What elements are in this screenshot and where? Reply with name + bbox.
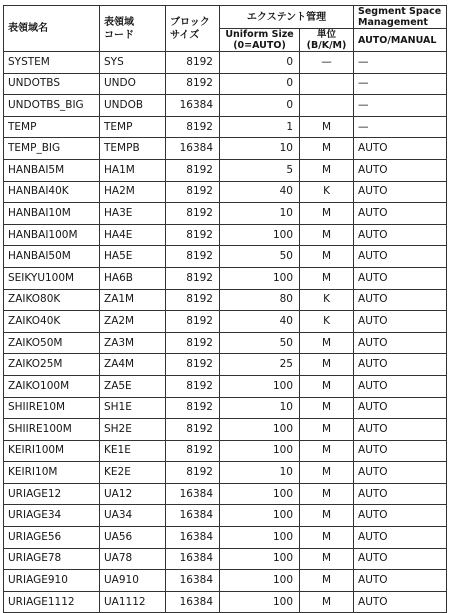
- cell-uniform-size: 10: [220, 138, 300, 160]
- cell-unit: M: [300, 267, 354, 289]
- cell-segment-space-management: AUTO: [354, 289, 447, 311]
- cell-unit: M: [300, 138, 354, 160]
- cell-unit: M: [300, 591, 354, 613]
- header-extent-management: エクステント管理: [220, 6, 354, 29]
- cell-unit: M: [300, 397, 354, 419]
- cell-tablespace-name: TEMP: [4, 116, 100, 138]
- cell-segment-space-management: AUTO: [354, 332, 447, 354]
- cell-tablespace-name: URIAGE78: [4, 548, 100, 570]
- cell-tablespace-code: HA5E: [100, 246, 166, 268]
- cell-uniform-size: 100: [220, 419, 300, 441]
- cell-segment-space-management: AUTO: [354, 354, 447, 376]
- table-row: [4, 116, 447, 138]
- table-row: [4, 354, 447, 376]
- cell-tablespace-code: UA34: [100, 505, 166, 527]
- cell-segment-space-management: AUTO: [354, 570, 447, 592]
- cell-tablespace-code: UNDOB: [100, 95, 166, 117]
- cell-block-size: 8192: [166, 311, 220, 333]
- cell-segment-space-management: AUTO: [354, 397, 447, 419]
- cell-tablespace-name: ZAIKO80K: [4, 289, 100, 311]
- table-row: [4, 527, 447, 549]
- cell-uniform-size: 10: [220, 462, 300, 484]
- cell-unit: M: [300, 332, 354, 354]
- header-tablespace-name: 表領域名: [4, 6, 100, 52]
- cell-uniform-size: 100: [220, 375, 300, 397]
- table-row: [4, 332, 447, 354]
- header-tablespace-code: 表領域 コード: [100, 6, 166, 52]
- cell-unit: M: [300, 548, 354, 570]
- cell-tablespace-name: URIAGE1112: [4, 591, 100, 613]
- cell-block-size: 8192: [166, 224, 220, 246]
- cell-segment-space-management: AUTO: [354, 419, 447, 441]
- cell-uniform-size: 5: [220, 159, 300, 181]
- table-row: [4, 440, 447, 462]
- cell-unit: M: [300, 375, 354, 397]
- cell-uniform-size: 80: [220, 289, 300, 311]
- cell-block-size: 8192: [166, 375, 220, 397]
- cell-segment-space-management: —: [354, 52, 447, 74]
- cell-tablespace-name: SHIIRE10M: [4, 397, 100, 419]
- cell-uniform-size: 1: [220, 116, 300, 138]
- cell-unit: M: [300, 527, 354, 549]
- table-row: [4, 462, 447, 484]
- table-row: [4, 570, 447, 592]
- table-row: [4, 505, 447, 527]
- cell-block-size: 16384: [166, 570, 220, 592]
- cell-tablespace-name: HANBAI40K: [4, 181, 100, 203]
- cell-unit: M: [300, 440, 354, 462]
- cell-uniform-size: 50: [220, 332, 300, 354]
- table-row: [4, 95, 447, 117]
- cell-block-size: 16384: [166, 138, 220, 160]
- table-header: [4, 6, 447, 52]
- cell-tablespace-name: HANBAI50M: [4, 246, 100, 268]
- cell-block-size: 8192: [166, 462, 220, 484]
- table-row: [4, 159, 447, 181]
- cell-tablespace-code: UA1112: [100, 591, 166, 613]
- cell-segment-space-management: AUTO: [354, 181, 447, 203]
- cell-tablespace-code: UA910: [100, 570, 166, 592]
- cell-block-size: 8192: [166, 116, 220, 138]
- cell-uniform-size: 40: [220, 181, 300, 203]
- cell-segment-space-management: —: [354, 73, 447, 95]
- cell-uniform-size: 40: [220, 311, 300, 333]
- cell-tablespace-code: UA12: [100, 483, 166, 505]
- cell-block-size: 8192: [166, 419, 220, 441]
- cell-tablespace-code: ZA3M: [100, 332, 166, 354]
- cell-unit: M: [300, 570, 354, 592]
- cell-segment-space-management: AUTO: [354, 138, 447, 160]
- cell-block-size: 8192: [166, 397, 220, 419]
- cell-uniform-size: 50: [220, 246, 300, 268]
- cell-uniform-size: 0: [220, 73, 300, 95]
- tablespace-table-sheet: [3, 5, 446, 613]
- cell-uniform-size: 0: [220, 95, 300, 117]
- cell-tablespace-code: HA6B: [100, 267, 166, 289]
- cell-uniform-size: 100: [220, 591, 300, 613]
- cell-block-size: 8192: [166, 332, 220, 354]
- cell-tablespace-code: UA78: [100, 548, 166, 570]
- cell-tablespace-name: SYSTEM: [4, 52, 100, 74]
- cell-block-size: 8192: [166, 203, 220, 225]
- cell-tablespace-name: UNDOTBS_BIG: [4, 95, 100, 117]
- cell-unit: —: [300, 52, 354, 74]
- table-row: [4, 267, 447, 289]
- header-segment-space-management: Segment Space Management: [354, 6, 447, 29]
- cell-tablespace-name: HANBAI10M: [4, 203, 100, 225]
- cell-unit: K: [300, 311, 354, 333]
- cell-unit: M: [300, 203, 354, 225]
- cell-block-size: 16384: [166, 505, 220, 527]
- cell-block-size: 8192: [166, 289, 220, 311]
- cell-unit: M: [300, 505, 354, 527]
- cell-tablespace-code: TEMPB: [100, 138, 166, 160]
- cell-tablespace-code: KE1E: [100, 440, 166, 462]
- cell-tablespace-name: KEIRI10M: [4, 462, 100, 484]
- cell-uniform-size: 25: [220, 354, 300, 376]
- cell-tablespace-name: TEMP_BIG: [4, 138, 100, 160]
- table-row: [4, 375, 447, 397]
- cell-tablespace-name: HANBAI100M: [4, 224, 100, 246]
- cell-segment-space-management: —: [354, 95, 447, 117]
- header-unit: 単位 (B/K/M): [300, 29, 354, 52]
- cell-segment-space-management: AUTO: [354, 483, 447, 505]
- cell-unit: M: [300, 224, 354, 246]
- cell-block-size: 8192: [166, 73, 220, 95]
- cell-block-size: 8192: [166, 440, 220, 462]
- cell-uniform-size: 100: [220, 224, 300, 246]
- table-row: [4, 311, 447, 333]
- cell-segment-space-management: AUTO: [354, 527, 447, 549]
- cell-uniform-size: 100: [220, 267, 300, 289]
- cell-block-size: 8192: [166, 246, 220, 268]
- cell-tablespace-code: HA4E: [100, 224, 166, 246]
- cell-uniform-size: 10: [220, 203, 300, 225]
- table-row: [4, 52, 447, 74]
- cell-tablespace-code: UNDO: [100, 73, 166, 95]
- cell-segment-space-management: AUTO: [354, 224, 447, 246]
- cell-unit: M: [300, 354, 354, 376]
- cell-segment-space-management: AUTO: [354, 246, 447, 268]
- cell-tablespace-code: SH2E: [100, 419, 166, 441]
- table-row: [4, 419, 447, 441]
- cell-tablespace-code: ZA4M: [100, 354, 166, 376]
- cell-unit: M: [300, 246, 354, 268]
- cell-uniform-size: 100: [220, 527, 300, 549]
- cell-tablespace-code: ZA5E: [100, 375, 166, 397]
- cell-segment-space-management: AUTO: [354, 462, 447, 484]
- cell-tablespace-name: URIAGE56: [4, 527, 100, 549]
- header-block-size: ブロック サイズ: [166, 6, 220, 52]
- table-row: [4, 397, 447, 419]
- cell-segment-space-management: AUTO: [354, 267, 447, 289]
- cell-tablespace-name: URIAGE12: [4, 483, 100, 505]
- cell-block-size: 16384: [166, 591, 220, 613]
- cell-unit: [300, 73, 354, 95]
- cell-segment-space-management: AUTO: [354, 440, 447, 462]
- cell-uniform-size: 100: [220, 483, 300, 505]
- table-row: [4, 483, 447, 505]
- table-row: [4, 548, 447, 570]
- table-row: [4, 73, 447, 95]
- cell-unit: M: [300, 159, 354, 181]
- cell-segment-space-management: AUTO: [354, 591, 447, 613]
- cell-block-size: 16384: [166, 527, 220, 549]
- cell-tablespace-code: TEMP: [100, 116, 166, 138]
- cell-tablespace-code: HA2M: [100, 181, 166, 203]
- cell-uniform-size: 100: [220, 440, 300, 462]
- table-row: [4, 591, 447, 613]
- cell-tablespace-code: KE2E: [100, 462, 166, 484]
- table-body: [4, 52, 447, 613]
- cell-tablespace-name: UNDOTBS: [4, 73, 100, 95]
- cell-tablespace-code: SYS: [100, 52, 166, 74]
- cell-segment-space-management: AUTO: [354, 159, 447, 181]
- cell-tablespace-code: HA1M: [100, 159, 166, 181]
- table-row: [4, 289, 447, 311]
- cell-block-size: 8192: [166, 52, 220, 74]
- cell-tablespace-name: ZAIKO25M: [4, 354, 100, 376]
- cell-tablespace-code: SH1E: [100, 397, 166, 419]
- cell-segment-space-management: —: [354, 116, 447, 138]
- cell-uniform-size: 10: [220, 397, 300, 419]
- cell-uniform-size: 100: [220, 505, 300, 527]
- cell-segment-space-management: AUTO: [354, 311, 447, 333]
- cell-unit: M: [300, 462, 354, 484]
- cell-unit: M: [300, 116, 354, 138]
- cell-tablespace-name: KEIRI100M: [4, 440, 100, 462]
- cell-block-size: 8192: [166, 267, 220, 289]
- cell-segment-space-management: AUTO: [354, 375, 447, 397]
- cell-tablespace-code: ZA2M: [100, 311, 166, 333]
- cell-uniform-size: 0: [220, 52, 300, 74]
- table-row: [4, 181, 447, 203]
- cell-uniform-size: 100: [220, 570, 300, 592]
- cell-unit: [300, 95, 354, 117]
- cell-block-size: 16384: [166, 95, 220, 117]
- cell-tablespace-name: SEIKYU100M: [4, 267, 100, 289]
- cell-uniform-size: 100: [220, 548, 300, 570]
- cell-tablespace-name: ZAIKO100M: [4, 375, 100, 397]
- cell-tablespace-name: URIAGE910: [4, 570, 100, 592]
- tablespace-table: [3, 5, 447, 613]
- cell-tablespace-code: ZA1M: [100, 289, 166, 311]
- cell-block-size: 8192: [166, 159, 220, 181]
- table-row: [4, 246, 447, 268]
- cell-block-size: 8192: [166, 181, 220, 203]
- cell-unit: M: [300, 483, 354, 505]
- table-row: [4, 138, 447, 160]
- header-uniform-size: Uniform Size (0=AUTO): [220, 29, 300, 52]
- table-row: [4, 203, 447, 225]
- cell-tablespace-name: URIAGE34: [4, 505, 100, 527]
- cell-unit: K: [300, 181, 354, 203]
- cell-segment-space-management: AUTO: [354, 203, 447, 225]
- cell-block-size: 16384: [166, 548, 220, 570]
- cell-block-size: 8192: [166, 354, 220, 376]
- header-segment-space-values: AUTO/MANUAL: [354, 29, 447, 52]
- cell-tablespace-name: SHIIRE100M: [4, 419, 100, 441]
- cell-block-size: 16384: [166, 483, 220, 505]
- cell-tablespace-code: UA56: [100, 527, 166, 549]
- cell-tablespace-name: ZAIKO50M: [4, 332, 100, 354]
- cell-segment-space-management: AUTO: [354, 505, 447, 527]
- cell-tablespace-code: HA3E: [100, 203, 166, 225]
- cell-unit: M: [300, 419, 354, 441]
- cell-tablespace-name: ZAIKO40K: [4, 311, 100, 333]
- table-row: [4, 224, 447, 246]
- cell-tablespace-name: HANBAI5M: [4, 159, 100, 181]
- cell-segment-space-management: AUTO: [354, 548, 447, 570]
- cell-unit: K: [300, 289, 354, 311]
